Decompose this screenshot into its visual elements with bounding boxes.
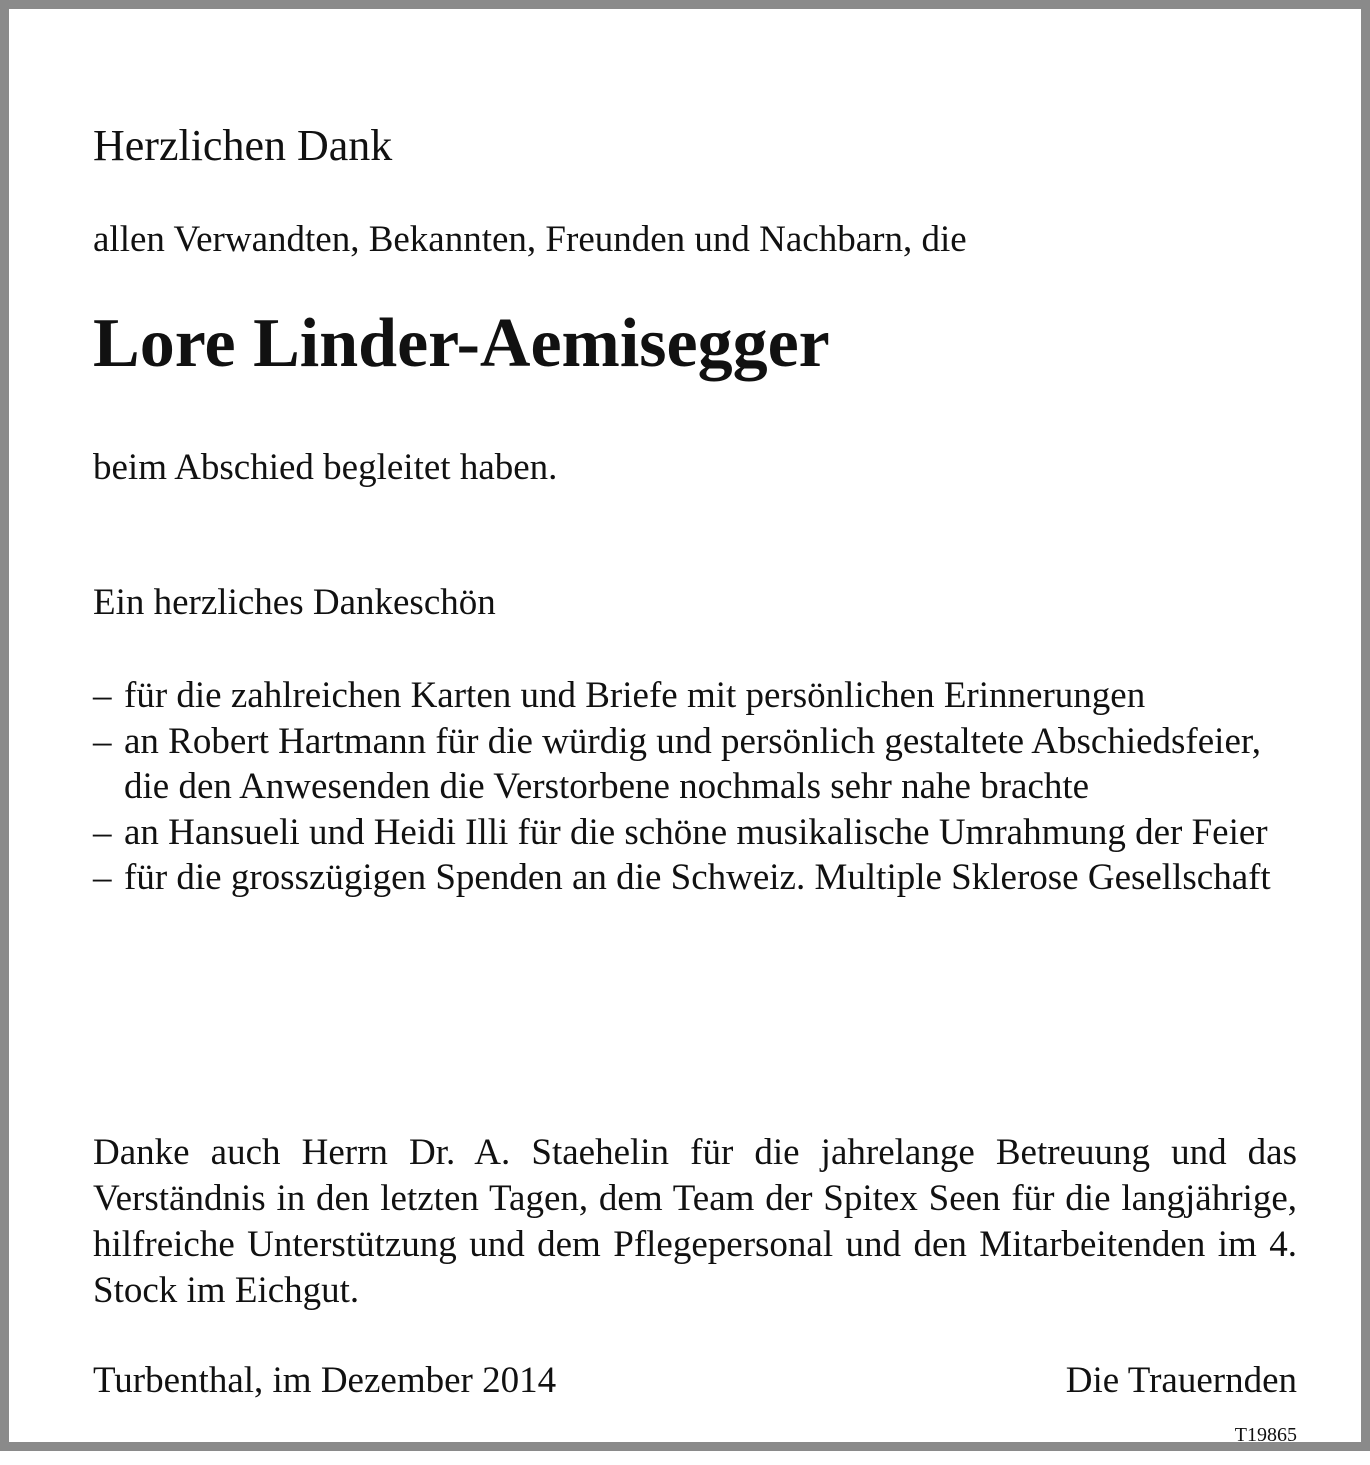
thanks-list (93, 673, 1303, 901)
after-name-text: beim Abschied begleitet haben. (93, 447, 558, 488)
signature: Die Trauernden (1065, 1360, 1297, 1401)
list-item-text: an Robert Hartmann für die würdig und persönlich gestaltete Abschiedsfeier, die den Anwesenden die Verstorbene nochmals sehr nahe brachte (124, 720, 1261, 807)
list-item-text: für die zahlreichen Karten und Briefe mit persönlichen Erinnerungen (124, 675, 1146, 716)
notice-heading: Herzlichen Dank (93, 121, 393, 170)
list-item-text: an Hansueli und Heidi Illi für die schöne musikalische Umrahmung der Feier (124, 811, 1268, 853)
reference-code: T19865 (1234, 1424, 1297, 1446)
intro-text: allen Verwandten, Bekannten, Freunden und Nachbarn, die (93, 219, 967, 260)
list-item (93, 810, 1303, 856)
list-item (93, 719, 1303, 810)
dash-marker: – (93, 857, 112, 898)
dash-marker: – (93, 811, 112, 853)
dash-marker: – (93, 675, 112, 716)
list-item-text: für die grosszügigen Spenden an die Schweiz. Multiple Sklerose Gesellschaft (124, 857, 1271, 898)
deceased-name: Lore Linder-Aemisegger (93, 305, 830, 382)
closing-paragraph: Danke auch Herrn Dr. A. Staehelin für die jahrelange Betreuung und das Verständnis in den letzten Tagen, dem Team der Spitex Seen für die langjährige, hilfreiche Unterstützung und dem Pflegepersonal und den Mitarbeitenden im 4. Stock im Eichgut. (93, 1132, 1297, 1311)
list-item (93, 673, 1303, 719)
dash-marker: – (93, 720, 112, 762)
thanks-heading: Ein herzliches Dankeschön (93, 582, 496, 623)
place-date: Turbenthal, im Dezember 2014 (93, 1360, 557, 1401)
list-item (93, 855, 1303, 901)
